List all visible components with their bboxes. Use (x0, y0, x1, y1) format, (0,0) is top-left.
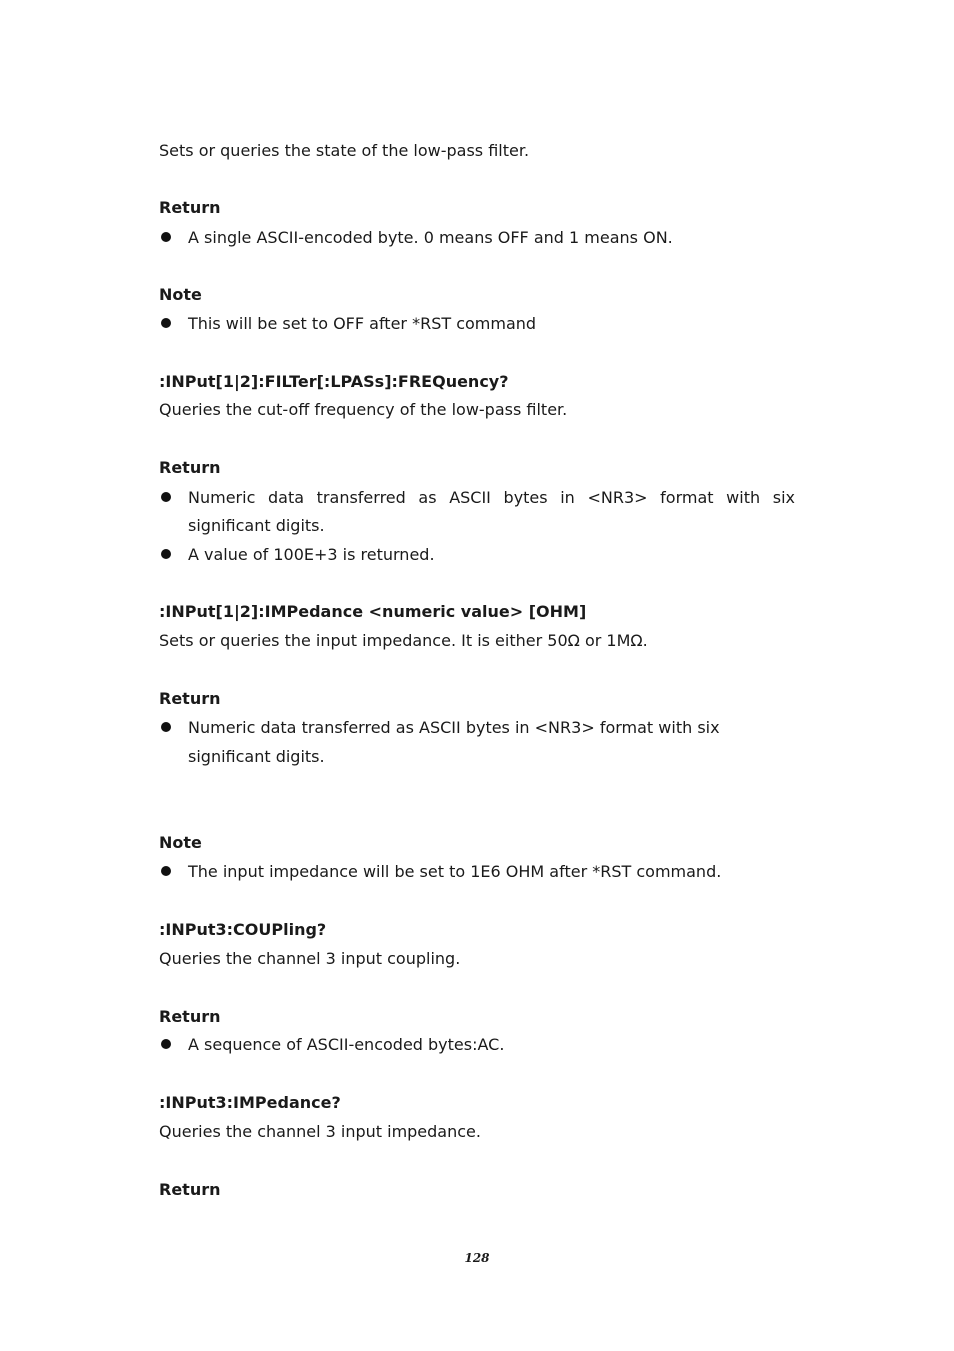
command-heading: :INPut3:COUPling? (159, 920, 327, 939)
return-heading: Return (159, 1180, 221, 1199)
command-description: Queries the channel 3 input impedance. (159, 1122, 481, 1141)
intro-text: Sets or queries the state of the low-pass filter. (159, 141, 530, 160)
command-description: Queries the channel 3 input coupling. (159, 949, 461, 968)
command-heading: :INPut[1|2]:IMPedance <numeric value> [OHM] (159, 602, 587, 621)
return-bullet: Numeric data transferred as ASCII bytes in <NR3> format with six (188, 718, 720, 737)
command-heading: :INPut3:IMPedance? (159, 1093, 341, 1112)
bullet-icon (159, 488, 179, 508)
note-heading: Note (159, 285, 202, 304)
return-bullet-continuation: significant digits. (188, 747, 325, 766)
return-bullet: A sequence of ASCII-encoded bytes:AC. (188, 1035, 505, 1054)
command-heading: :INPut[1|2]:FILTer[:LPASs]:FREQuency? (159, 372, 509, 391)
return-bullet: Numeric data transferred as ASCII bytes in <NR3> format with six (188, 488, 795, 507)
return-bullet: A single ASCII-encoded byte. 0 means OFF and 1 means ON. (188, 228, 673, 247)
return-heading: Return (159, 198, 221, 217)
bullet-icon (159, 545, 179, 565)
bullet-icon (159, 718, 179, 738)
command-description: Sets or queries the input impedance. It is either 50Ω or 1MΩ. (159, 631, 648, 650)
return-heading: Return (159, 1007, 221, 1026)
page-number: 128 (464, 1251, 490, 1265)
bullet-icon (159, 314, 179, 334)
return-bullet-continuation: significant digits. (188, 516, 325, 535)
return-bullet: A value of 100E+3 is returned. (188, 545, 435, 564)
note-bullet: The input impedance will be set to 1E6 OHM after *RST command. (188, 862, 722, 881)
bullet-icon (159, 1035, 179, 1055)
note-heading: Note (159, 833, 202, 852)
note-bullet: This will be set to OFF after *RST command (188, 314, 537, 333)
bullet-icon (159, 228, 179, 248)
bullet-icon (159, 862, 179, 882)
return-heading: Return (159, 689, 221, 708)
command-description: Queries the cut-off frequency of the low-pass filter. (159, 400, 568, 419)
return-heading: Return (159, 458, 221, 477)
